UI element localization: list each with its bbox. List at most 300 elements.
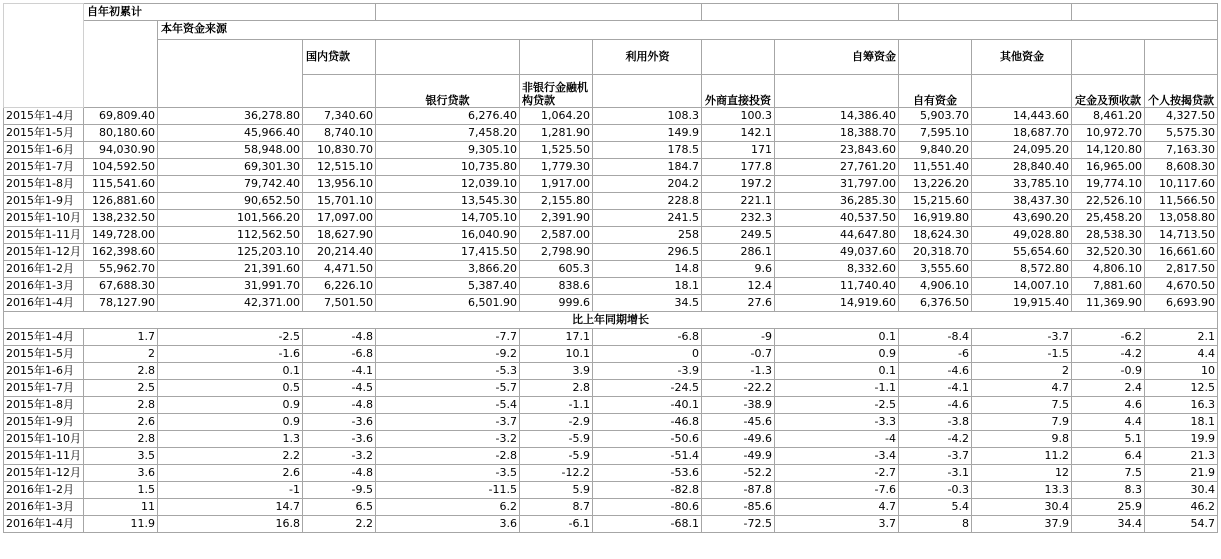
- value-cell: 27,761.20: [775, 159, 899, 176]
- value-cell: 2: [84, 346, 158, 363]
- value-cell: 5,387.40: [376, 278, 520, 295]
- value-cell: 8,572.80: [972, 261, 1072, 278]
- period-cell: 2015年1-5月: [4, 346, 84, 363]
- value-cell: 94,030.90: [84, 142, 158, 159]
- value-cell: 45,966.40: [158, 125, 303, 142]
- value-cell: 1,779.30: [520, 159, 593, 176]
- value-cell: 108.3: [593, 108, 702, 125]
- cumulative-row: [4, 227, 1218, 244]
- value-cell: 7,163.30: [1145, 142, 1218, 159]
- value-cell: -6.8: [593, 329, 702, 346]
- value-cell: -51.4: [593, 448, 702, 465]
- value-cell: 4.7: [775, 499, 899, 516]
- value-cell: 8,740.10: [303, 125, 376, 142]
- value-cell: 12,515.10: [303, 159, 376, 176]
- value-cell: -87.8: [702, 482, 775, 499]
- header-row-2: [4, 21, 1218, 40]
- value-cell: 6.4: [1072, 448, 1145, 465]
- value-cell: 9,840.20: [899, 142, 972, 159]
- growth-row: [4, 482, 1218, 499]
- growth-row: [4, 380, 1218, 397]
- value-cell: -3.6: [303, 431, 376, 448]
- value-cell: 0.9: [158, 397, 303, 414]
- value-cell: 25,458.20: [1072, 210, 1145, 227]
- value-cell: 58,948.00: [158, 142, 303, 159]
- value-cell: 30.4: [972, 499, 1072, 516]
- period-cell: 2016年1-3月: [4, 278, 84, 295]
- value-cell: 7,501.50: [303, 295, 376, 312]
- value-cell: -12.2: [520, 465, 593, 482]
- value-cell: 6,376.50: [899, 295, 972, 312]
- value-cell: 9,305.10: [376, 142, 520, 159]
- value-cell: 8.3: [1072, 482, 1145, 499]
- value-cell: 20,214.40: [303, 244, 376, 261]
- value-cell: -4.6: [899, 397, 972, 414]
- value-cell: 149,728.00: [84, 227, 158, 244]
- cumulative-row: [4, 244, 1218, 261]
- value-cell: 142.1: [702, 125, 775, 142]
- value-cell: 0.1: [158, 363, 303, 380]
- growth-row: [4, 346, 1218, 363]
- value-cell: 2.8: [520, 380, 593, 397]
- header-cumulative: 自年初累计: [84, 4, 376, 21]
- value-cell: 4.7: [972, 380, 1072, 397]
- value-cell: 23,843.60: [775, 142, 899, 159]
- value-cell: -50.6: [593, 431, 702, 448]
- period-cell: 2015年1-12月: [4, 465, 84, 482]
- value-cell: -24.5: [593, 380, 702, 397]
- value-cell: -72.5: [702, 516, 775, 533]
- value-cell: 6.2: [376, 499, 520, 516]
- growth-row: [4, 431, 1218, 448]
- value-cell: 7,595.10: [899, 125, 972, 142]
- period-cell: 2015年1-10月: [4, 431, 84, 448]
- value-cell: -3.5: [376, 465, 520, 482]
- value-cell: 18.1: [593, 278, 702, 295]
- value-cell: -4.8: [303, 397, 376, 414]
- period-cell: 2016年1-2月: [4, 261, 84, 278]
- cumulative-row: [4, 108, 1218, 125]
- period-cell: 2015年1-4月: [4, 329, 84, 346]
- value-cell: 15,215.60: [899, 193, 972, 210]
- value-cell: 9.6: [702, 261, 775, 278]
- value-cell: -2.9: [520, 414, 593, 431]
- value-cell: 3,866.20: [376, 261, 520, 278]
- value-cell: 5.9: [520, 482, 593, 499]
- value-cell: 1.3: [158, 431, 303, 448]
- value-cell: -3.7: [972, 329, 1072, 346]
- value-cell: -2.8: [376, 448, 520, 465]
- period-cell: 2015年1-8月: [4, 397, 84, 414]
- value-cell: 27.6: [702, 295, 775, 312]
- value-cell: -3.2: [376, 431, 520, 448]
- value-cell: 13,956.10: [303, 176, 376, 193]
- value-cell: 43,690.20: [972, 210, 1072, 227]
- value-cell: 4,471.50: [303, 261, 376, 278]
- value-cell: -82.8: [593, 482, 702, 499]
- value-cell: 2,817.50: [1145, 261, 1218, 278]
- value-cell: -4.2: [899, 431, 972, 448]
- value-cell: 0.5: [158, 380, 303, 397]
- value-cell: 14,713.50: [1145, 227, 1218, 244]
- value-cell: -3.7: [376, 414, 520, 431]
- value-cell: 204.2: [593, 176, 702, 193]
- value-cell: 2.8: [84, 397, 158, 414]
- value-cell: 138,232.50: [84, 210, 158, 227]
- value-cell: 232.3: [702, 210, 775, 227]
- cumulative-row: [4, 210, 1218, 227]
- value-cell: -3.1: [899, 465, 972, 482]
- value-cell: 90,652.50: [158, 193, 303, 210]
- value-cell: 112,562.50: [158, 227, 303, 244]
- value-cell: -2.5: [158, 329, 303, 346]
- value-cell: 11.9: [84, 516, 158, 533]
- value-cell: 12: [972, 465, 1072, 482]
- value-cell: 31,991.70: [158, 278, 303, 295]
- value-cell: 101,566.20: [158, 210, 303, 227]
- value-cell: -52.2: [702, 465, 775, 482]
- value-cell: 1,281.90: [520, 125, 593, 142]
- value-cell: 1,525.50: [520, 142, 593, 159]
- value-cell: 17,415.50: [376, 244, 520, 261]
- value-cell: 2.6: [158, 465, 303, 482]
- value-cell: -5.3: [376, 363, 520, 380]
- value-cell: 1.5: [84, 482, 158, 499]
- value-cell: 79,742.40: [158, 176, 303, 193]
- header-own-funds: 自有资金: [899, 75, 972, 108]
- data-table: [3, 3, 1218, 533]
- value-cell: -4.1: [303, 363, 376, 380]
- cumulative-row: [4, 176, 1218, 193]
- value-cell: 1,917.00: [520, 176, 593, 193]
- value-cell: -22.2: [702, 380, 775, 397]
- value-cell: 36,278.80: [158, 108, 303, 125]
- header-bank-loan: 银行贷款: [376, 75, 520, 108]
- value-cell: 296.5: [593, 244, 702, 261]
- value-cell: -1.5: [972, 346, 1072, 363]
- value-cell: 18,687.70: [972, 125, 1072, 142]
- value-cell: 54.7: [1145, 516, 1218, 533]
- value-cell: 258: [593, 227, 702, 244]
- value-cell: 605.3: [520, 261, 593, 278]
- value-cell: 28,840.40: [972, 159, 1072, 176]
- value-cell: 13.3: [972, 482, 1072, 499]
- value-cell: 14,386.40: [775, 108, 899, 125]
- cumulative-row: [4, 193, 1218, 210]
- value-cell: 19,915.40: [972, 295, 1072, 312]
- value-cell: -3.8: [899, 414, 972, 431]
- value-cell: -38.9: [702, 397, 775, 414]
- value-cell: 3.6: [376, 516, 520, 533]
- period-cell: 2015年1-11月: [4, 227, 84, 244]
- value-cell: 5,575.30: [1145, 125, 1218, 142]
- header-row-1: [4, 4, 1218, 21]
- value-cell: 2,391.90: [520, 210, 593, 227]
- value-cell: 10,972.70: [1072, 125, 1145, 142]
- value-cell: -53.6: [593, 465, 702, 482]
- value-cell: 55,654.60: [972, 244, 1072, 261]
- value-cell: 36,285.30: [775, 193, 899, 210]
- growth-section-title: 比上年同期增长: [4, 312, 1218, 329]
- value-cell: 40,537.50: [775, 210, 899, 227]
- value-cell: 5,903.70: [899, 108, 972, 125]
- value-cell: -6.8: [303, 346, 376, 363]
- value-cell: -2.7: [775, 465, 899, 482]
- value-cell: -7.7: [376, 329, 520, 346]
- value-cell: 11,740.40: [775, 278, 899, 295]
- value-cell: 16,040.90: [376, 227, 520, 244]
- value-cell: 8,608.30: [1145, 159, 1218, 176]
- value-cell: 7,881.60: [1072, 278, 1145, 295]
- value-cell: -46.8: [593, 414, 702, 431]
- period-cell: 2016年1-3月: [4, 499, 84, 516]
- value-cell: 177.8: [702, 159, 775, 176]
- value-cell: -7.6: [775, 482, 899, 499]
- value-cell: 2,587.00: [520, 227, 593, 244]
- value-cell: 249.5: [702, 227, 775, 244]
- value-cell: 13,545.30: [376, 193, 520, 210]
- value-cell: 7.5: [972, 397, 1072, 414]
- value-cell: 13,058.80: [1145, 210, 1218, 227]
- value-cell: -9.2: [376, 346, 520, 363]
- value-cell: 221.1: [702, 193, 775, 210]
- value-cell: 197.2: [702, 176, 775, 193]
- cumulative-row: [4, 261, 1218, 278]
- value-cell: 10,117.60: [1145, 176, 1218, 193]
- value-cell: 25.9: [1072, 499, 1145, 516]
- value-cell: -0.9: [1072, 363, 1145, 380]
- value-cell: 6,276.40: [376, 108, 520, 125]
- period-cell: 2015年1-5月: [4, 125, 84, 142]
- period-cell: 2015年1-6月: [4, 142, 84, 159]
- value-cell: 28,538.30: [1072, 227, 1145, 244]
- value-cell: -1.6: [158, 346, 303, 363]
- value-cell: -3.3: [775, 414, 899, 431]
- value-cell: 69,809.40: [84, 108, 158, 125]
- value-cell: -68.1: [593, 516, 702, 533]
- value-cell: 16,919.80: [899, 210, 972, 227]
- value-cell: -9.5: [303, 482, 376, 499]
- value-cell: 2,155.80: [520, 193, 593, 210]
- period-cell: 2015年1-12月: [4, 244, 84, 261]
- value-cell: 6,501.90: [376, 295, 520, 312]
- value-cell: 2.8: [84, 431, 158, 448]
- value-cell: -1.1: [520, 397, 593, 414]
- period-cell: 2015年1-4月: [4, 108, 84, 125]
- growth-row: [4, 329, 1218, 346]
- value-cell: 69,301.30: [158, 159, 303, 176]
- value-cell: -85.6: [702, 499, 775, 516]
- header-fdi: 外商直接投资: [702, 75, 775, 108]
- period-cell: 2015年1-7月: [4, 159, 84, 176]
- value-cell: 999.6: [520, 295, 593, 312]
- value-cell: 1,064.20: [520, 108, 593, 125]
- value-cell: 19.9: [1145, 431, 1218, 448]
- value-cell: 14.8: [593, 261, 702, 278]
- growth-row: [4, 414, 1218, 431]
- value-cell: 0.1: [775, 329, 899, 346]
- value-cell: 18.1: [1145, 414, 1218, 431]
- value-cell: 42,371.00: [158, 295, 303, 312]
- value-cell: 4,806.10: [1072, 261, 1145, 278]
- cumulative-row: [4, 125, 1218, 142]
- value-cell: 19,774.10: [1072, 176, 1145, 193]
- period-cell: 2016年1-4月: [4, 516, 84, 533]
- value-cell: 4,906.10: [899, 278, 972, 295]
- value-cell: 14,120.80: [1072, 142, 1145, 159]
- value-cell: 8,461.20: [1072, 108, 1145, 125]
- value-cell: 2.2: [303, 516, 376, 533]
- value-cell: 78,127.90: [84, 295, 158, 312]
- value-cell: 4.4: [1072, 414, 1145, 431]
- value-cell: 55,962.70: [84, 261, 158, 278]
- value-cell: 9.8: [972, 431, 1072, 448]
- header-row-3: [4, 40, 1218, 75]
- value-cell: -6.2: [1072, 329, 1145, 346]
- value-cell: -0.3: [899, 482, 972, 499]
- value-cell: -4.5: [303, 380, 376, 397]
- value-cell: -45.6: [702, 414, 775, 431]
- value-cell: 0.9: [775, 346, 899, 363]
- value-cell: 178.5: [593, 142, 702, 159]
- value-cell: -5.4: [376, 397, 520, 414]
- period-cell: 2015年1-11月: [4, 448, 84, 465]
- value-cell: 18,624.30: [899, 227, 972, 244]
- value-cell: 2.8: [84, 363, 158, 380]
- period-cell: 2015年1-7月: [4, 380, 84, 397]
- value-cell: 1.7: [84, 329, 158, 346]
- value-cell: 6,693.90: [1145, 295, 1218, 312]
- value-cell: -3.2: [303, 448, 376, 465]
- value-cell: 4.4: [1145, 346, 1218, 363]
- value-cell: 2.5: [84, 380, 158, 397]
- value-cell: 838.6: [520, 278, 593, 295]
- value-cell: 5.1: [1072, 431, 1145, 448]
- period-cell: 2016年1-2月: [4, 482, 84, 499]
- value-cell: -3.4: [775, 448, 899, 465]
- value-cell: -5.9: [520, 431, 593, 448]
- value-cell: 12,039.10: [376, 176, 520, 193]
- value-cell: 30.4: [1145, 482, 1218, 499]
- value-cell: -0.7: [702, 346, 775, 363]
- growth-title-row: [4, 312, 1218, 329]
- period-cell: 2015年1-10月: [4, 210, 84, 227]
- value-cell: 126,881.60: [84, 193, 158, 210]
- value-cell: 241.5: [593, 210, 702, 227]
- value-cell: 22,526.10: [1072, 193, 1145, 210]
- value-cell: 6.5: [303, 499, 376, 516]
- value-cell: 32,520.30: [1072, 244, 1145, 261]
- value-cell: 3.9: [520, 363, 593, 380]
- value-cell: 8,332.60: [775, 261, 899, 278]
- value-cell: 2,798.90: [520, 244, 593, 261]
- value-cell: 3,555.60: [899, 261, 972, 278]
- value-cell: 5.4: [899, 499, 972, 516]
- header-nonbank-loan: 非银行金融机构贷款: [520, 75, 593, 108]
- value-cell: 17.1: [520, 329, 593, 346]
- header-mortgage: 个人按揭贷款: [1145, 75, 1218, 108]
- value-cell: -6.1: [520, 516, 593, 533]
- value-cell: 46.2: [1145, 499, 1218, 516]
- value-cell: 17,097.00: [303, 210, 376, 227]
- value-cell: 24,095.20: [972, 142, 1072, 159]
- header-foreign: 利用外资: [593, 40, 702, 75]
- value-cell: -3.6: [303, 414, 376, 431]
- value-cell: 4,327.50: [1145, 108, 1218, 125]
- value-cell: -3.7: [899, 448, 972, 465]
- value-cell: -6: [899, 346, 972, 363]
- cumulative-row: [4, 278, 1218, 295]
- value-cell: 16.3: [1145, 397, 1218, 414]
- value-cell: 2.4: [1072, 380, 1145, 397]
- value-cell: 0: [593, 346, 702, 363]
- value-cell: -40.1: [593, 397, 702, 414]
- value-cell: 2.1: [1145, 329, 1218, 346]
- value-cell: 21.9: [1145, 465, 1218, 482]
- value-cell: 104,592.50: [84, 159, 158, 176]
- value-cell: -11.5: [376, 482, 520, 499]
- value-cell: 7,458.20: [376, 125, 520, 142]
- value-cell: -4.1: [899, 380, 972, 397]
- value-cell: 16,661.60: [1145, 244, 1218, 261]
- value-cell: 33,785.10: [972, 176, 1072, 193]
- value-cell: -1: [158, 482, 303, 499]
- value-cell: 67,688.30: [84, 278, 158, 295]
- value-cell: -80.6: [593, 499, 702, 516]
- period-cell: 2015年1-8月: [4, 176, 84, 193]
- value-cell: 0.9: [158, 414, 303, 431]
- value-cell: 8: [899, 516, 972, 533]
- value-cell: -4.2: [1072, 346, 1145, 363]
- value-cell: 16.8: [158, 516, 303, 533]
- value-cell: 286.1: [702, 244, 775, 261]
- value-cell: 11: [84, 499, 158, 516]
- value-cell: 34.5: [593, 295, 702, 312]
- header-deposits: 定金及预收款: [1072, 75, 1145, 108]
- value-cell: -9: [702, 329, 775, 346]
- value-cell: 10,735.80: [376, 159, 520, 176]
- value-cell: 0.1: [775, 363, 899, 380]
- value-cell: 100.3: [702, 108, 775, 125]
- growth-row: [4, 363, 1218, 380]
- value-cell: 34.4: [1072, 516, 1145, 533]
- growth-row: [4, 397, 1218, 414]
- value-cell: -2.5: [775, 397, 899, 414]
- value-cell: 15,701.10: [303, 193, 376, 210]
- value-cell: 7,340.60: [303, 108, 376, 125]
- value-cell: 228.8: [593, 193, 702, 210]
- value-cell: 6,226.10: [303, 278, 376, 295]
- value-cell: 37.9: [972, 516, 1072, 533]
- value-cell: 14.7: [158, 499, 303, 516]
- value-cell: 16,965.00: [1072, 159, 1145, 176]
- period-cell: 2015年1-9月: [4, 414, 84, 431]
- value-cell: 14,705.10: [376, 210, 520, 227]
- value-cell: 3.7: [775, 516, 899, 533]
- cumulative-row: [4, 142, 1218, 159]
- value-cell: 7.5: [1072, 465, 1145, 482]
- value-cell: 12.5: [1145, 380, 1218, 397]
- value-cell: 49,028.80: [972, 227, 1072, 244]
- value-cell: 162,398.60: [84, 244, 158, 261]
- value-cell: -4: [775, 431, 899, 448]
- value-cell: -4.8: [303, 329, 376, 346]
- value-cell: 31,797.00: [775, 176, 899, 193]
- value-cell: 44,647.80: [775, 227, 899, 244]
- period-cell: 2015年1-6月: [4, 363, 84, 380]
- value-cell: 10,830.70: [303, 142, 376, 159]
- value-cell: 11,369.90: [1072, 295, 1145, 312]
